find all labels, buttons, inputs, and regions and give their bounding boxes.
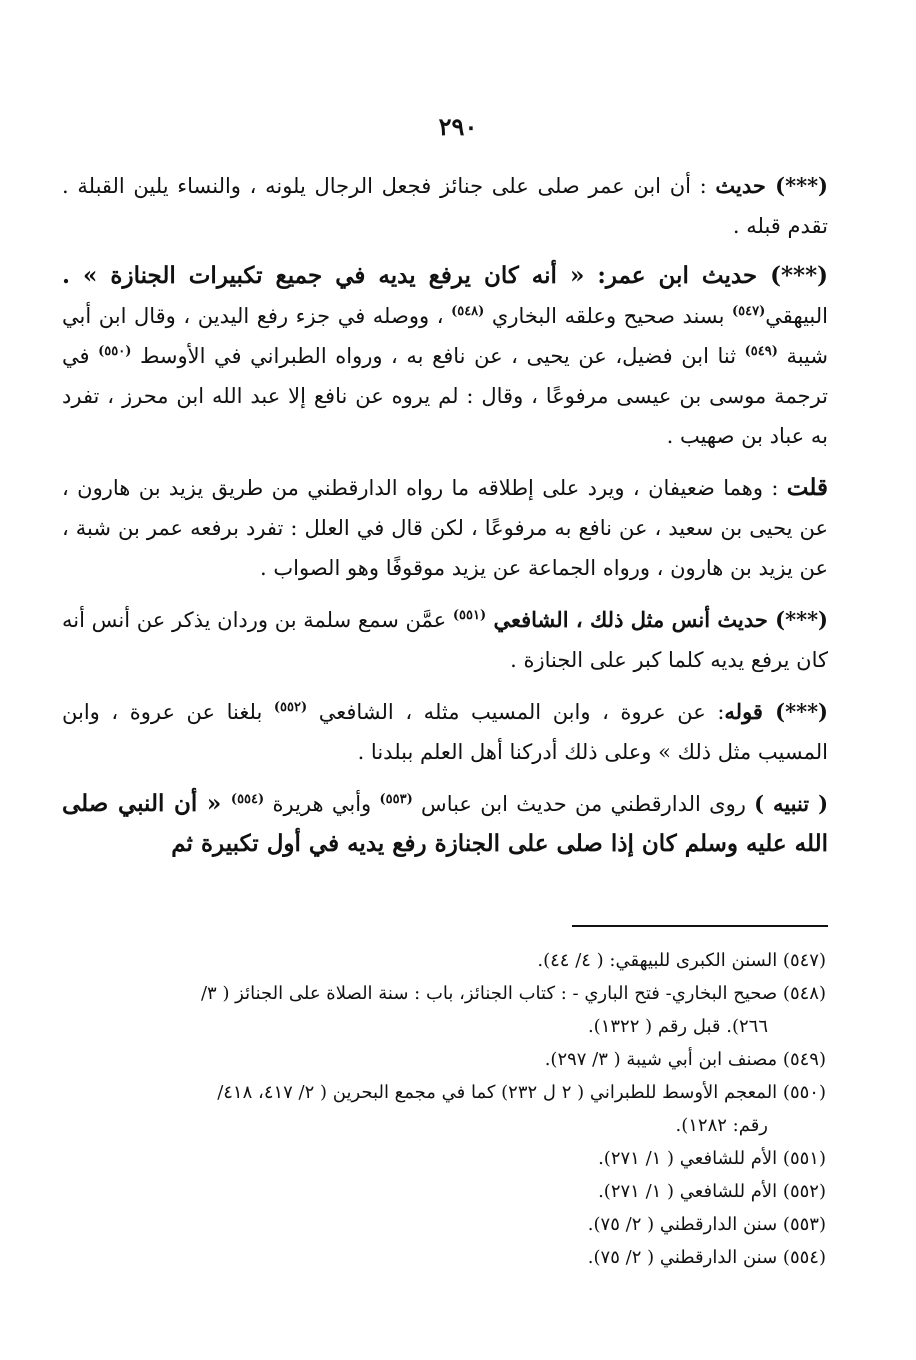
footnote-text: سنن الدارقطني ( ٢/ ٧٥).	[587, 1247, 783, 1268]
footnote-551	[62, 1142, 826, 1175]
paragraph-lead: ( تنبيه )	[754, 791, 829, 816]
footnote-553	[62, 1208, 826, 1241]
paragraph-text-bold: « أن النبي صلى الله عليه وسلم كان إذا صلى على الجنازة رفع يديه في أول تكبيرة ثم	[62, 790, 828, 857]
footnote-ref[interactable]: (٥٤٧)	[732, 304, 766, 319]
paragraph-lead: (***) حديث أنس مثل ذلك ، الشافعي	[486, 607, 828, 632]
footnote-text: سنن الدارقطني ( ٢/ ٧٥).	[587, 1214, 783, 1235]
footnote-number: (٥٥٤)	[782, 1247, 826, 1268]
footnote-divider	[572, 925, 828, 927]
paragraph-text: ثنا ابن فضيل، عن يحيى ، عن نافع به ، ورواه الطبراني في الأوسط	[131, 344, 745, 368]
paragraph-2	[62, 256, 828, 456]
paragraph-text: روى الدارقطني من حديث ابن عباس	[412, 792, 755, 816]
paragraph-text: : أن ابن عمر صلى على جنائز فجعل الرجال يلونه ، والنساء يلين القبلة . تقدم قبله .	[62, 174, 828, 238]
footnote-number: (٥٤٩)	[782, 1049, 826, 1070]
footnote-text: مصنف ابن أبي شيبة ( ٣/ ٢٩٧).	[544, 1049, 783, 1070]
footnote-ref[interactable]: (٥٥٣)	[379, 792, 413, 807]
footnotes	[62, 944, 826, 1274]
footnote-text: الأم للشافعي ( ١/ ٢٧١).	[598, 1148, 783, 1169]
paragraph-text: : عن عروة ، وابن المسيب مثله ، الشافعي	[307, 700, 725, 724]
paragraph-text: : وهما ضعيفان ، ويرد على إطلاقه ما رواه الدارقطني من طريق يزيد بن هارون ، عن يحيى بن سعيد ، عن نافع به مرفوعًا ، لكن قال في العلل : تفرد برفعه عمر بن شبة ، عن يزيد بن هارون ، ورواه الجماعة عن يزيد موقوفًا وهو الصواب .	[62, 476, 828, 580]
footnote-number: (٥٥١)	[782, 1148, 826, 1169]
footnote-continuation: ٢٦٦). قبل رقم ( ١٣٢٢).	[587, 1016, 768, 1037]
paragraph-text: بسند صحيح وعلقه البخاري	[484, 304, 733, 328]
footnote-547	[62, 944, 826, 977]
footnote-ref[interactable]: (٥٥٤)	[230, 792, 265, 807]
paragraph-text: بلغنا عن عروة ، وابن المسيب مثل ذلك » وعلى ذلك أدركنا أهل العلم ببلدنا .	[62, 700, 828, 764]
paragraph-lead: (***) قوله	[724, 699, 828, 724]
paragraph-4	[62, 600, 828, 680]
footnote-text: السنن الكبرى للبيهقي: ( ٤/ ٤٤).	[537, 950, 783, 971]
footnote-ref[interactable]: (٥٥١)	[452, 608, 487, 623]
paragraph-text: في ترجمة موسى بن عيسى مرفوعًا ، وقال : لم يروه عن نافع إلا عبد الله ابن محرز ، تفرد به عباد بن صهيب .	[62, 344, 828, 448]
footnote-number: (٥٤٧)	[782, 950, 826, 971]
paragraph-text: عمَّن سمع سلمة بن وردان يذكر عن أنس أنه كان يرفع يديه كلما كبر على الجنازة .	[62, 608, 828, 672]
paragraph-5	[62, 692, 828, 772]
footnote-ref[interactable]: (٥٤٨)	[451, 304, 485, 319]
footnote-continuation: رقم: ١٢٨٢).	[675, 1115, 768, 1136]
paragraph-lead: قلت	[786, 474, 828, 501]
footnote-text: المعجم الأوسط للطبراني ( ٢ ل ٢٣٢) كما في مجمع البحرين ( ٢/ ٤١٧، ٤١٨/	[217, 1082, 783, 1103]
footnote-number: (٥٥٠)	[782, 1082, 826, 1103]
footnote-number: (٥٤٨)	[782, 983, 826, 1004]
footnote-text: صحيح البخاري- فتح الباري - : كتاب الجنائز، باب : سنة الصلاة على الجنائز ( ٣/	[200, 983, 783, 1004]
footnote-552	[62, 1175, 826, 1208]
paragraph-lead: (***) حديث ابن عمر: « أنه كان يرفع يديه في جميع تكبيرات الجنازة » .	[62, 262, 828, 289]
paragraph-6	[62, 784, 828, 864]
main-text	[62, 166, 828, 876]
paragraph-text: البيهقي	[765, 304, 828, 328]
paragraph-1	[62, 166, 828, 246]
footnote-ref[interactable]: (٥٤٩)	[744, 344, 778, 359]
paragraph-text: وأبي هريرة	[264, 792, 380, 816]
footnote-ref[interactable]: (٥٥٠)	[98, 344, 132, 359]
footnote-549	[62, 1043, 826, 1076]
page-number: ٢٩٠	[438, 112, 478, 141]
paragraph-lead: (***) حديث	[715, 173, 828, 198]
footnote-text: الأم للشافعي ( ١/ ٢٧١).	[598, 1181, 783, 1202]
footnote-number: (٥٥٣)	[782, 1214, 826, 1235]
footnote-ref[interactable]: (٥٥٢)	[273, 700, 308, 715]
paragraph-3	[62, 468, 828, 588]
footnote-548	[62, 977, 826, 1043]
footnote-number: (٥٥٢)	[782, 1181, 826, 1202]
footnote-550	[62, 1076, 826, 1142]
footnote-554	[62, 1241, 826, 1274]
paragraph-text: ، ووصله في جزء رفع اليدين ، وقال ابن أبي شيبة	[62, 304, 828, 368]
